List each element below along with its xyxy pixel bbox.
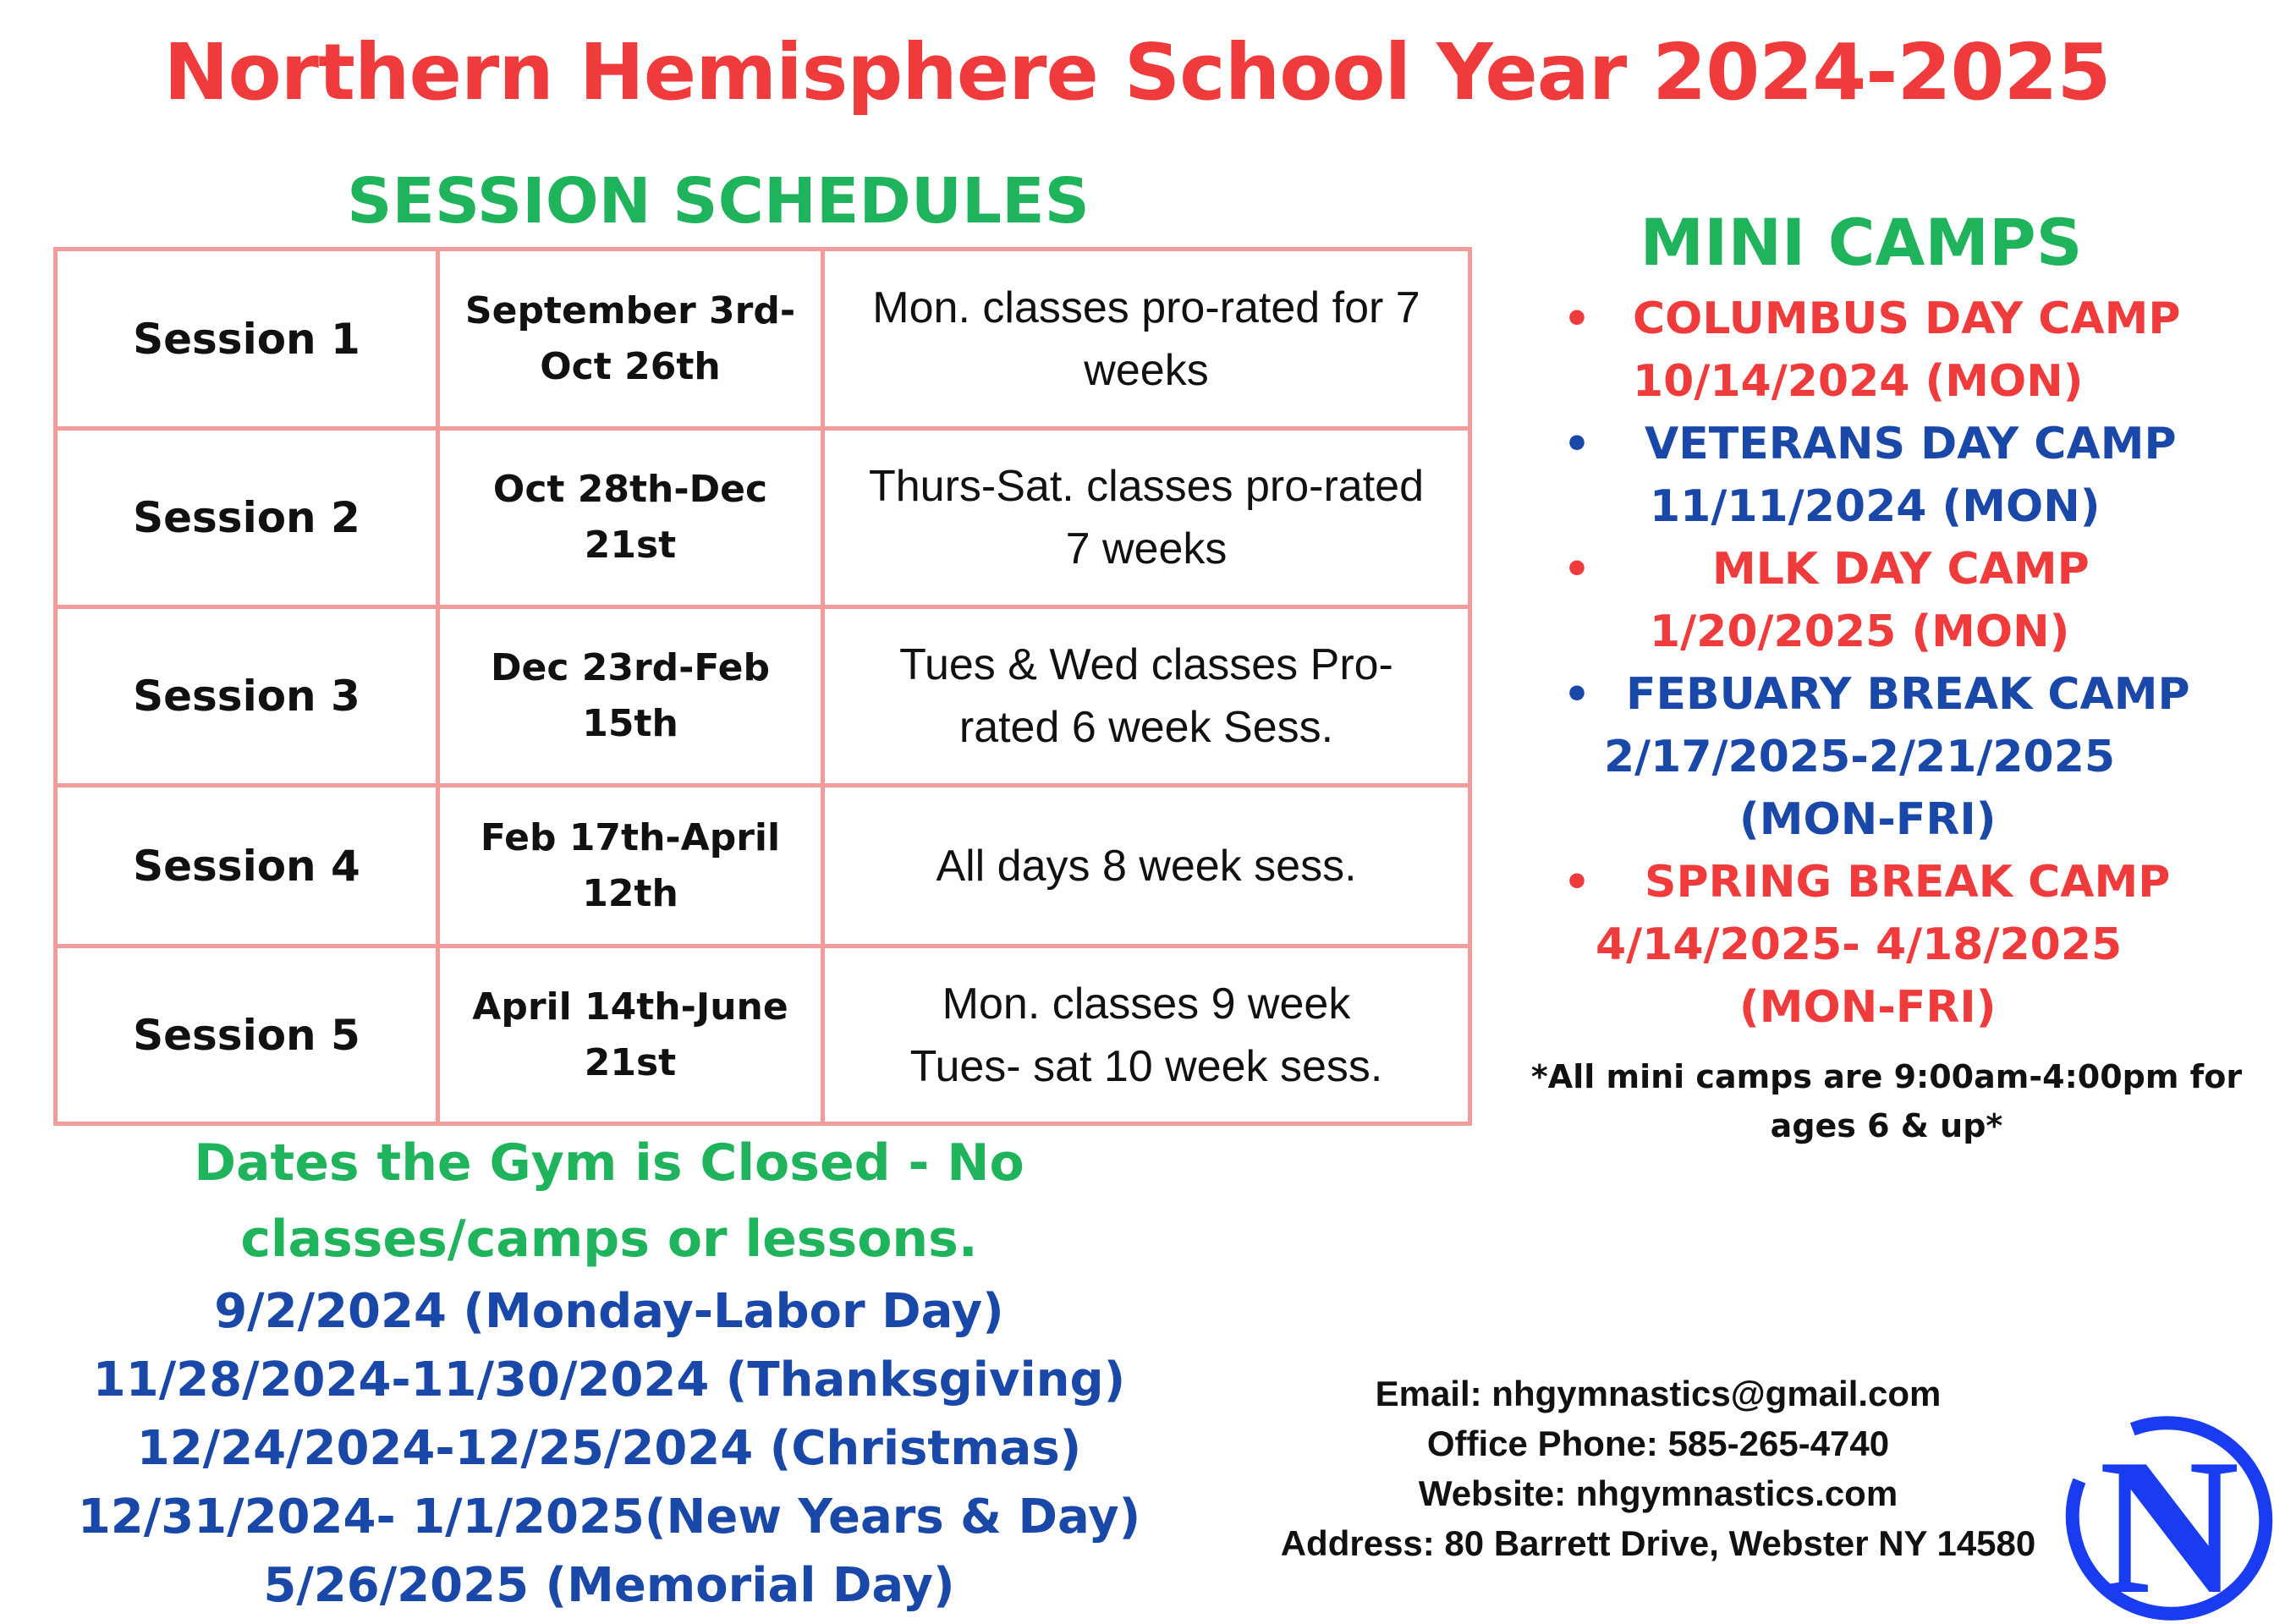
session-dates-cell (438, 607, 823, 786)
session-description-line: 7 weeks (1065, 524, 1228, 573)
session-description-cell (823, 429, 1470, 607)
table-row (56, 429, 1470, 607)
session-description-cell (823, 786, 1470, 946)
session-description-line: Thurs-Sat. classes pro-rated (868, 462, 1425, 511)
session-dates-line: September 3rd- (464, 288, 796, 332)
camp-name: FEBUARY BREAK CAMP (1626, 669, 2190, 720)
bullet-icon: • (1563, 670, 1590, 719)
session-description-cell (823, 946, 1470, 1124)
session-description-line: rated 6 week Sess. (958, 703, 1334, 752)
camp-name: MLK DAY CAMP (1712, 544, 2090, 595)
session-dates-line: April 14th-June (472, 985, 788, 1029)
session-name-cell (56, 250, 438, 429)
session-description-line: Tues- sat 10 week sess. (909, 1041, 1383, 1091)
session-description-line: All days 8 week sess. (936, 841, 1357, 891)
session-name: Session 3 (133, 672, 360, 721)
session-name-cell (56, 607, 438, 786)
contact-address: Address: 80 Barrett Drive, Webster NY 14580 (1280, 1523, 2036, 1563)
session-dates-line: 12th (582, 871, 678, 915)
table-row (56, 946, 1470, 1124)
session-dates-line: 15th (582, 702, 678, 745)
session-description-line: weeks (1084, 345, 1209, 395)
camp-date: 2/17/2025-2/21/2025 (1604, 732, 2116, 782)
camp-name: SPRING BREAK CAMP (1645, 857, 2171, 908)
session-name: Session 4 (133, 841, 360, 891)
list-item (1563, 663, 2259, 851)
contact-website: Website: nhgymnastics.com (1418, 1473, 1898, 1513)
camp-date: (MON-FRI) (1739, 794, 1997, 845)
session-description-cell (823, 250, 1470, 429)
session-dates-line: 21st (584, 524, 677, 567)
camp-date: 11/11/2024 (MON) (1650, 481, 2101, 532)
session-name: Session 1 (133, 314, 360, 364)
session-dates-cell (438, 946, 823, 1124)
mini-camps-heading: MINI CAMPS (1640, 205, 2083, 280)
camp-name: VETERANS DAY CAMP (1645, 419, 2177, 469)
list-item: 11/28/2024-11/30/2024 (Thanksgiving) (92, 1352, 1126, 1407)
session-dates-line: Feb 17th-April (480, 815, 781, 859)
list-item: 5/26/2025 (Memorial Day) (263, 1558, 955, 1613)
bullet-icon: • (1563, 420, 1590, 469)
mini-camps-note (1514, 1052, 2259, 1150)
session-dates-line: 21st (584, 1040, 677, 1084)
gym-closed-heading-line: Dates the Gym is Closed - No (194, 1133, 1024, 1193)
svg-text:N: N (2098, 1418, 2240, 1624)
list-item (1563, 851, 2259, 1039)
camp-date: (MON-FRI) (1739, 982, 1997, 1033)
page-title: Northern Hemisphere School Year 2024-2025 (163, 27, 2111, 118)
session-dates-line: Dec 23rd-Feb (490, 646, 771, 689)
table-row (56, 607, 1470, 786)
bullet-icon: • (1563, 858, 1590, 907)
session-description-cell (823, 607, 1470, 786)
bullet-icon: • (1563, 545, 1590, 594)
session-dates-cell (438, 429, 823, 607)
gym-closed-dates-list (34, 1277, 1184, 1620)
nh-logo-icon (2064, 1413, 2274, 1624)
session-name: Session 2 (133, 493, 360, 542)
session-name-cell (56, 786, 438, 946)
session-description-line: Mon. classes pro-rated for 7 (872, 283, 1420, 332)
session-schedule-table (53, 247, 1472, 1126)
camp-date: 10/14/2024 (MON) (1633, 356, 2084, 407)
session-dates-cell (438, 250, 823, 429)
session-dates-cell (438, 786, 823, 946)
list-item (1563, 538, 2259, 663)
session-dates-line: Oct 28th-Dec (492, 468, 768, 511)
camp-date: 4/14/2025- 4/18/2025 (1596, 919, 2123, 970)
contact-info (1244, 1369, 2073, 1568)
session-description-line: Mon. classes 9 week (942, 979, 1351, 1029)
mini-camps-note-line: *All mini camps are 9:00am-4:00pm for (1530, 1058, 2243, 1095)
session-name-cell (56, 429, 438, 607)
contact-email: Email: nhgymnastics@gmail.com (1375, 1374, 1942, 1413)
list-item: 9/2/2024 (Monday-Labor Day) (214, 1284, 1004, 1339)
camp-name: COLUMBUS DAY CAMP (1633, 294, 2181, 344)
list-item: 12/31/2024- 1/1/2025(New Years & Day) (77, 1490, 1141, 1544)
list-item (1563, 288, 2259, 413)
session-name-cell (56, 946, 438, 1124)
gym-closed-heading (34, 1125, 1184, 1277)
session-description-line: Tues & Wed classes Pro- (899, 640, 1393, 689)
bullet-icon: • (1563, 294, 1590, 343)
session-name: Session 5 (133, 1010, 360, 1060)
mini-camps-list (1563, 288, 2259, 1039)
contact-phone: Office Phone: 585-265-4740 (1426, 1424, 1890, 1463)
camp-date: 1/20/2025 (MON) (1650, 606, 2070, 657)
table-row (56, 250, 1470, 429)
session-schedules-heading: SESSION SCHEDULES (347, 165, 1090, 238)
mini-camps-note-line: ages 6 & up* (1770, 1107, 2003, 1144)
session-dates-line: Oct 26th (540, 344, 721, 388)
table-row (56, 786, 1470, 946)
list-item (1563, 413, 2259, 538)
gym-closed-section (34, 1125, 1184, 1620)
gym-closed-heading-line: classes/camps or lessons. (240, 1210, 978, 1269)
list-item: 12/24/2024-12/25/2024 (Christmas) (136, 1421, 1082, 1476)
